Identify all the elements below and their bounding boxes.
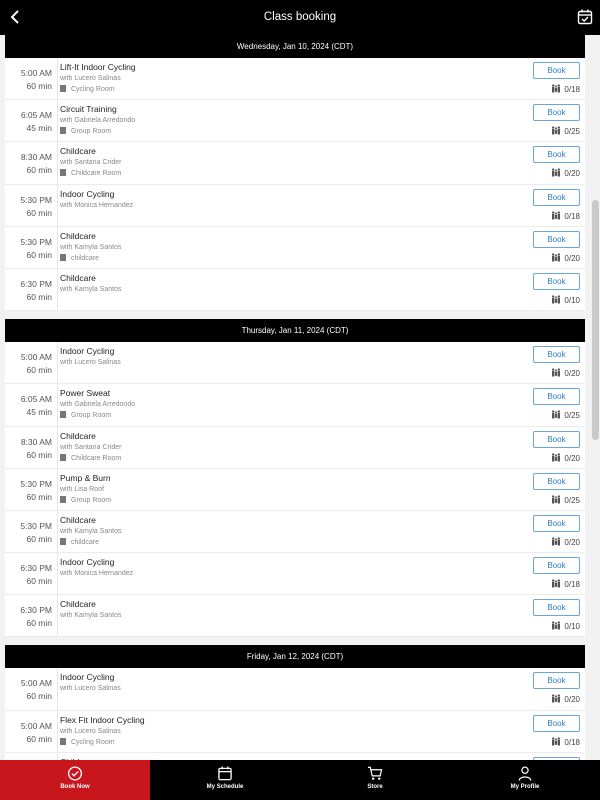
class-instructor: with Lucero Salinas [60, 727, 121, 735]
day-section [0, 319, 600, 637]
class-capacity [551, 253, 580, 263]
top-bar [0, 0, 600, 35]
people-icon [551, 295, 561, 304]
class-name: Circuit Training [60, 104, 117, 115]
class-name: Flex Fit Indoor Cycling [60, 714, 145, 725]
class-capacity [551, 537, 580, 547]
class-time-block [5, 278, 52, 304]
class-row[interactable] [5, 595, 585, 637]
class-instructor: with Monica Hernandez [60, 570, 134, 578]
class-row[interactable] [5, 384, 585, 426]
people-icon [551, 253, 561, 262]
class-capacity [551, 694, 580, 704]
class-room-label: childcare [71, 538, 100, 546]
class-capacity-value: 0/18 [564, 85, 580, 94]
class-time-block [5, 194, 52, 220]
class-info [60, 473, 495, 506]
class-capacity-value: 0/18 [564, 580, 580, 590]
class-room [60, 410, 495, 421]
class-room [60, 495, 495, 506]
door-icon [60, 169, 66, 176]
class-name: Pump & Burn [60, 472, 111, 483]
class-capacity [551, 84, 580, 94]
class-capacity [551, 737, 580, 747]
class-time-block [5, 478, 52, 504]
day-spacer [0, 637, 600, 645]
door-icon [60, 538, 66, 545]
class-room [60, 84, 495, 95]
class-name: Indoor Cycling [60, 188, 115, 199]
divider [57, 469, 58, 510]
class-instructor: with Kamyla Santos [60, 285, 122, 293]
people-icon [551, 537, 561, 546]
class-capacity-value: 0/20 [564, 253, 580, 263]
class-info [60, 231, 495, 264]
class-capacity [551, 211, 580, 221]
divider [57, 100, 58, 141]
class-capacity [551, 295, 580, 305]
tab-label: My Schedule [206, 784, 244, 790]
class-duration: 60 min [26, 691, 52, 702]
book-button[interactable]: Book [533, 599, 580, 616]
class-duration: 60 min [26, 449, 52, 460]
class-row[interactable] [5, 58, 585, 100]
class-list [5, 342, 585, 637]
class-room [60, 537, 495, 548]
class-time: 6:30 PM [20, 278, 52, 289]
divider [57, 427, 58, 468]
tab-my-profile[interactable] [450, 760, 600, 800]
class-instructor: with Lucero Salinas [60, 359, 121, 367]
class-time: 6:05 AM [20, 394, 52, 405]
day-spacer [0, 311, 600, 319]
class-time-block [5, 67, 52, 93]
class-info [60, 715, 495, 748]
class-info [60, 62, 495, 95]
class-room-label: childcare [71, 254, 100, 262]
class-duration: 60 min [26, 533, 52, 544]
book-button[interactable]: Book [533, 515, 580, 532]
class-room [60, 126, 495, 137]
class-row[interactable] [5, 511, 585, 553]
class-capacity [551, 368, 580, 378]
class-duration: 60 min [26, 207, 52, 218]
book-button[interactable]: Book [533, 715, 580, 732]
divider [57, 668, 58, 709]
schedule-list[interactable] [0, 35, 600, 760]
class-row[interactable] [5, 553, 585, 595]
class-time: 8:30 AM [20, 436, 52, 447]
class-time-block [5, 151, 52, 177]
divider [57, 553, 58, 594]
class-capacity-value: 0/18 [564, 737, 580, 747]
tab-label: My Profile [510, 784, 540, 790]
book-button[interactable]: Book [533, 231, 580, 248]
class-info [60, 273, 495, 295]
class-duration: 60 min [26, 733, 52, 744]
class-capacity [551, 579, 580, 589]
book-button[interactable]: Book [533, 273, 580, 290]
day-header: Wednesday, Jan 10, 2024 (CDT) [5, 35, 585, 58]
class-duration: 60 min [26, 618, 52, 629]
class-capacity-value: 0/20 [564, 537, 580, 547]
class-room-label: Childcare Room [71, 454, 122, 462]
class-capacity [551, 495, 580, 505]
class-row[interactable] [5, 342, 585, 384]
door-icon [60, 496, 66, 503]
class-row[interactable] [5, 100, 585, 142]
class-row[interactable] [5, 427, 585, 469]
class-duration: 45 min [26, 123, 52, 134]
class-row[interactable] [5, 142, 585, 184]
people-icon [551, 168, 561, 177]
book-button[interactable]: Book [533, 146, 580, 163]
people-icon [551, 694, 561, 703]
class-capacity [551, 621, 580, 631]
divider [57, 711, 58, 752]
class-duration: 60 min [26, 576, 52, 587]
people-icon [551, 495, 561, 504]
class-row[interactable] [5, 711, 585, 753]
class-time-block [5, 720, 52, 746]
class-instructor: with Monica Hernandez [60, 201, 134, 209]
calendar-check-icon[interactable] [577, 9, 593, 25]
day-section [0, 35, 600, 311]
class-time: 6:30 PM [20, 563, 52, 574]
tab-my-schedule[interactable] [150, 760, 300, 800]
class-time-block [5, 604, 52, 630]
class-time: 5:00 AM [20, 720, 52, 731]
class-name: Indoor Cycling [60, 346, 115, 357]
class-time: 5:30 PM [20, 478, 52, 489]
class-room-label: Cycling Room [71, 738, 115, 746]
tab-label: Store [367, 784, 383, 790]
class-time-block [5, 393, 52, 419]
people-icon [551, 453, 561, 462]
people-icon [551, 737, 561, 746]
class-capacity [551, 168, 580, 178]
book-button[interactable]: Book [533, 672, 580, 689]
class-time: 6:30 PM [20, 605, 52, 616]
class-row[interactable] [5, 185, 585, 227]
class-duration: 60 min [26, 365, 52, 376]
door-icon [60, 411, 66, 418]
class-instructor: with Santana Crider [60, 443, 122, 451]
class-room [60, 168, 495, 179]
class-info [60, 515, 495, 548]
class-capacity-value: 0/18 [564, 211, 580, 221]
tab-label: Book Now [60, 784, 90, 790]
class-time: 5:30 PM [20, 520, 52, 531]
class-capacity [551, 126, 580, 136]
divider [57, 595, 58, 636]
class-name: Power Sweat [60, 388, 111, 399]
class-row[interactable] [5, 269, 585, 311]
class-instructor: with Lucero Salinas [60, 75, 121, 82]
class-info [60, 557, 495, 579]
class-room [60, 453, 495, 464]
class-name: Childcare [60, 599, 96, 610]
class-row[interactable] [5, 668, 585, 710]
class-time-block [5, 351, 52, 377]
divider [57, 269, 58, 310]
class-capacity-value: 0/25 [564, 127, 580, 137]
class-capacity-value: 0/20 [564, 453, 580, 463]
class-capacity-value: 0/10 [564, 622, 580, 632]
class-instructor: with Santana Crider [60, 159, 122, 167]
tab-store[interactable] [300, 760, 450, 800]
divider [57, 185, 58, 226]
class-time: 5:00 AM [20, 68, 52, 78]
door-icon [60, 454, 66, 461]
people-icon [551, 368, 561, 377]
class-info [60, 346, 495, 368]
class-info [60, 388, 495, 421]
class-instructor: with Gabriela Arredondo [60, 117, 136, 125]
class-time-block [5, 520, 52, 546]
class-room-label: Cycling Room [71, 86, 115, 93]
class-capacity-value: 0/20 [564, 369, 580, 379]
class-name: Childcare [60, 146, 96, 157]
cart-icon [368, 766, 383, 781]
divider [57, 227, 58, 268]
people-icon [551, 211, 561, 220]
people-icon [551, 84, 561, 93]
book-button[interactable]: Book [533, 388, 580, 405]
class-capacity-value: 0/10 [564, 295, 580, 305]
book-button[interactable]: Book [533, 189, 580, 206]
class-capacity [551, 453, 580, 463]
scrollbar-thumb[interactable] [592, 200, 599, 440]
class-room-label: Group Room [71, 496, 112, 504]
people-icon [551, 621, 561, 630]
class-instructor: with Kamyla Santos [60, 243, 122, 251]
class-duration: 60 min [26, 81, 52, 91]
divider [57, 142, 58, 183]
class-row[interactable] [5, 469, 585, 511]
class-time-block [5, 109, 52, 135]
class-duration: 60 min [26, 291, 52, 302]
bottom-tab-bar [0, 760, 600, 800]
divider [57, 511, 58, 552]
class-name: Lift-It Indoor Cycling [60, 62, 136, 72]
book-button[interactable]: Book [533, 473, 580, 490]
people-icon [551, 410, 561, 419]
class-name: Childcare [60, 230, 96, 241]
class-name: Childcare [60, 430, 96, 441]
book-button[interactable]: Book [533, 62, 580, 79]
class-capacity-value: 0/25 [564, 411, 580, 421]
class-info [60, 599, 495, 621]
class-room [60, 253, 495, 264]
class-time: 5:00 AM [20, 678, 52, 689]
class-info [60, 189, 495, 211]
class-name: Childcare [60, 272, 96, 283]
class-room [60, 737, 495, 748]
class-duration: 60 min [26, 491, 52, 502]
class-name: Indoor Cycling [60, 557, 115, 568]
class-name: Indoor Cycling [60, 672, 115, 683]
class-time-block [5, 436, 52, 462]
class-capacity-value: 0/25 [564, 495, 580, 505]
scrollbar[interactable] [590, 35, 600, 760]
class-duration: 60 min [26, 249, 52, 260]
calendar-icon [218, 766, 233, 781]
class-time: 5:00 AM [20, 352, 52, 363]
class-info [60, 104, 495, 137]
divider [57, 384, 58, 425]
door-icon [60, 85, 66, 92]
day-header: Thursday, Jan 11, 2024 (CDT) [5, 319, 585, 342]
class-name: Childcare [60, 514, 96, 525]
door-icon [60, 254, 66, 261]
class-instructor: with Kamyla Santos [60, 612, 122, 620]
book-button[interactable]: Book [533, 104, 580, 121]
book-button[interactable]: Book [533, 557, 580, 574]
door-icon [60, 127, 66, 134]
class-time: 6:05 AM [20, 110, 52, 121]
class-time: 5:30 PM [20, 194, 52, 205]
divider [57, 342, 58, 383]
class-room-label: Group Room [71, 412, 112, 420]
class-row[interactable] [5, 227, 585, 269]
class-instructor: with Lucero Salinas [60, 685, 121, 693]
class-time-block [5, 236, 52, 262]
class-instructor: with Kamyla Santos [60, 527, 122, 535]
class-time: 5:30 PM [20, 236, 52, 247]
class-list [5, 58, 585, 311]
page-title: Class booking [263, 11, 337, 23]
class-capacity [551, 410, 580, 420]
class-instructor: with Lisa Roof [60, 485, 104, 493]
class-info [60, 146, 495, 179]
check-circle-icon [68, 766, 83, 781]
door-icon [60, 738, 66, 745]
book-button[interactable]: Book [533, 346, 580, 363]
people-icon [551, 126, 561, 135]
people-icon [551, 579, 561, 588]
class-time: 8:30 AM [20, 152, 52, 163]
class-info [60, 672, 495, 694]
day-header: Friday, Jan 12, 2024 (CDT) [5, 645, 585, 668]
class-instructor: with Gabriela Arredondo [60, 401, 136, 409]
class-capacity-value: 0/20 [564, 695, 580, 705]
class-room-label: Group Room [71, 128, 112, 136]
class-room-label: Childcare Room [71, 170, 122, 178]
person-icon [518, 766, 533, 781]
class-time-block [5, 562, 52, 588]
divider [57, 58, 58, 99]
class-duration: 60 min [26, 165, 52, 176]
book-button[interactable]: Book [533, 431, 580, 448]
class-capacity-value: 0/20 [564, 169, 580, 179]
class-time-block [5, 677, 52, 703]
class-duration: 45 min [26, 407, 52, 418]
class-info [60, 431, 495, 464]
tab-book-now[interactable] [0, 760, 150, 800]
